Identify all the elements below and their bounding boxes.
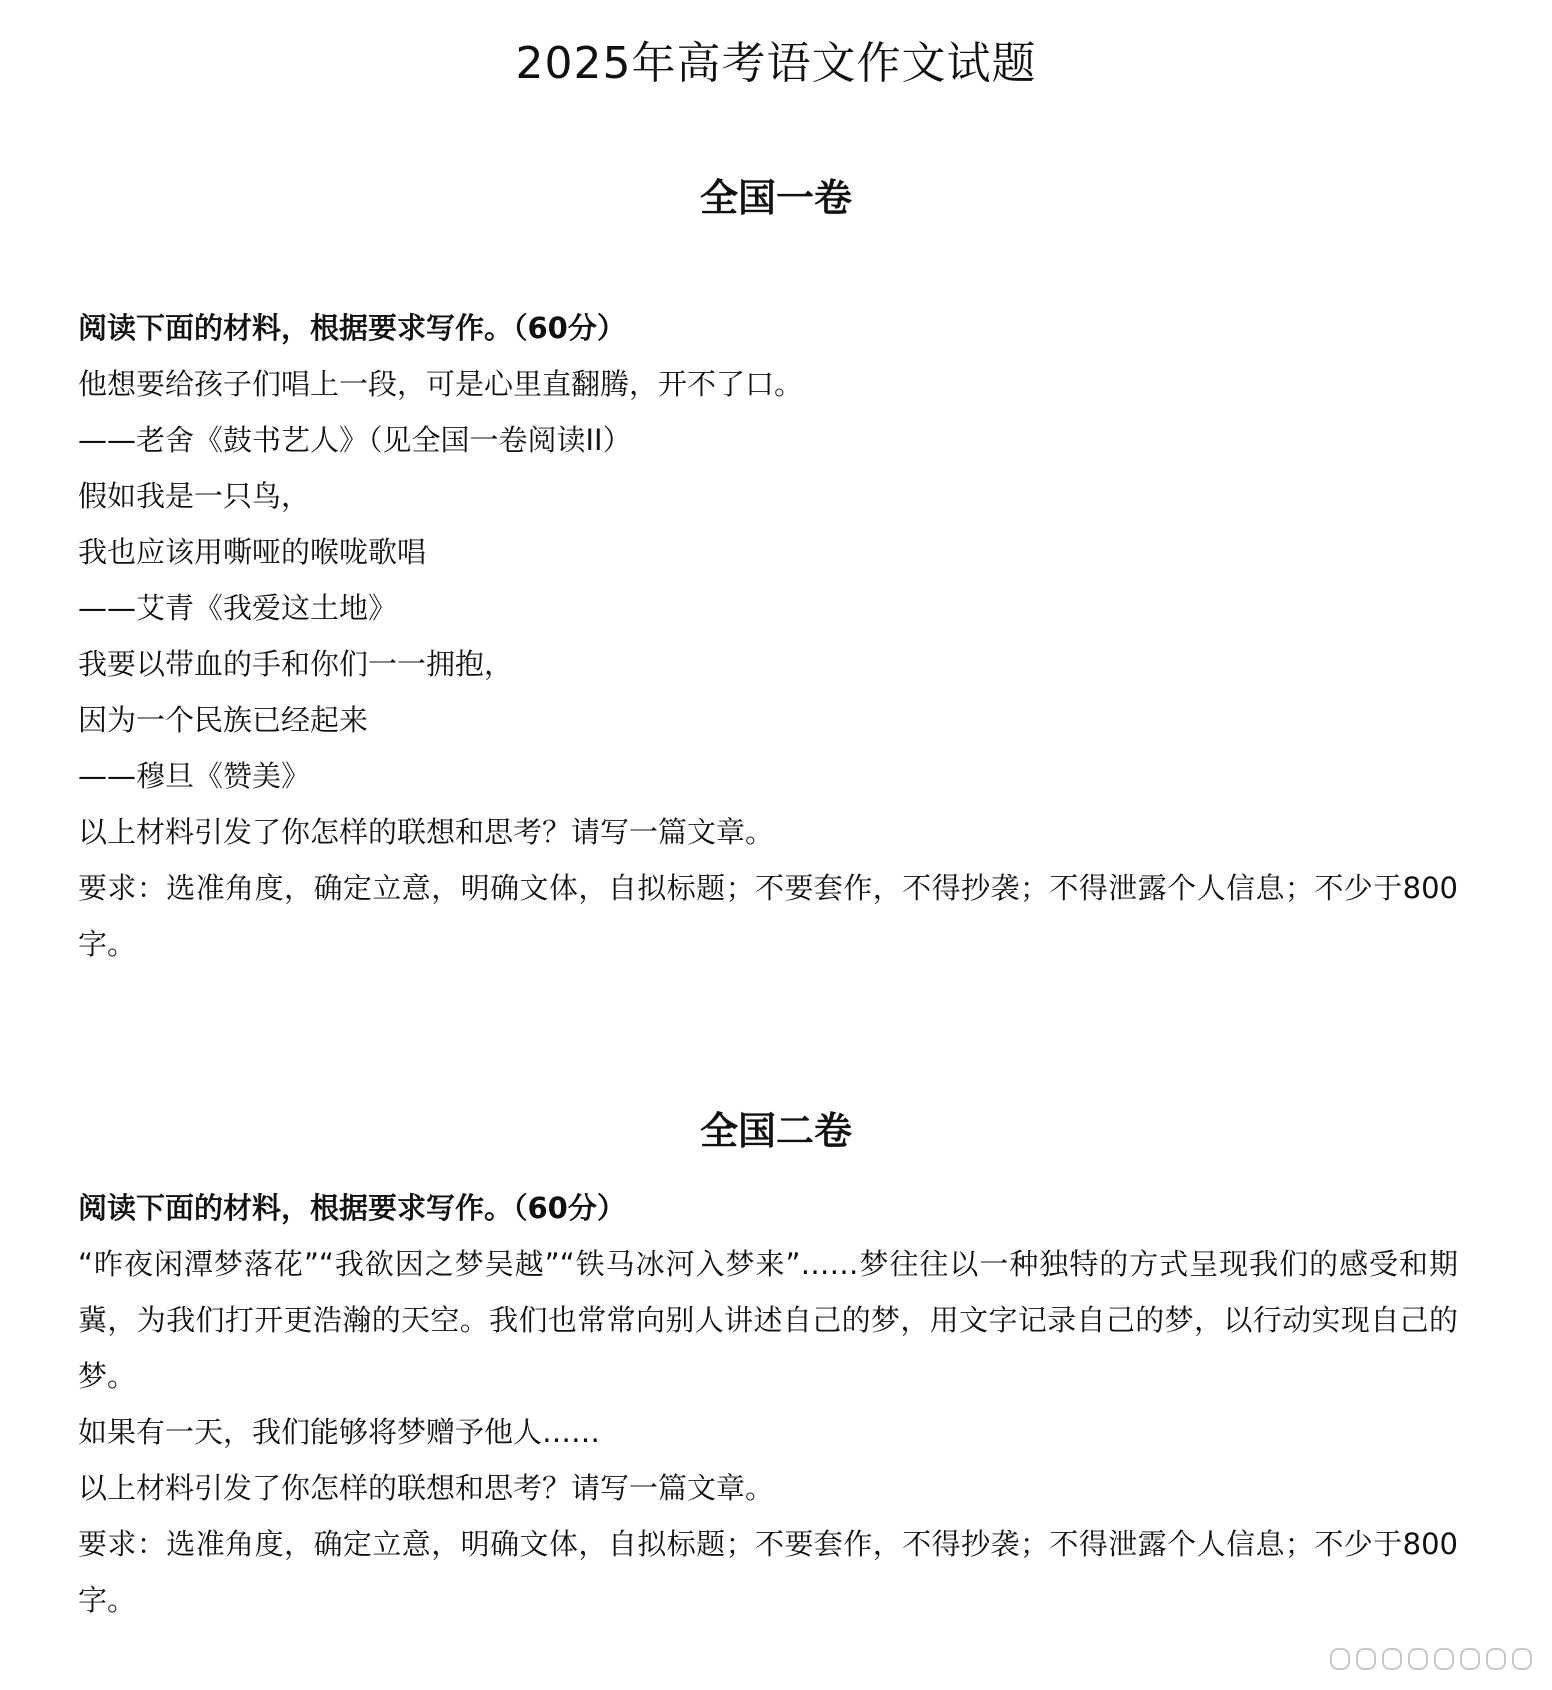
material-paragraph: “昨夜闲潭梦落花”“我欲因之梦吴越”“铁马冰河入梦来”……梦往往以一种独特的方式呈现我们的感受和期冀，为我们打开更浩瀚的天空。我们也常常向别人讲述自己的梦，用文字记录自己的梦，以行动实现自己的梦。	[78, 1247, 1458, 1393]
pill-shapes-watermark-icon	[1330, 1648, 1532, 1670]
material-line: 因为一个民族已经起来	[78, 703, 369, 737]
section-national-2	[78, 1180, 1458, 1628]
section-heading-national-1: 全国一卷	[699, 176, 852, 220]
prompt-line: 以上材料引发了你怎样的联想和思考？请写一篇文章。	[78, 815, 775, 849]
section-instruction: 阅读下面的材料，根据要求写作。（60分）	[78, 1191, 626, 1225]
material-line: 我要以带血的手和你们一一拥抱，	[78, 647, 514, 681]
prompt-line: 以上材料引发了你怎样的联想和思考？请写一篇文章。	[78, 1471, 775, 1505]
material-line: 他想要给孩子们唱上一段，可是心里直翻腾，开不了口。	[78, 367, 804, 401]
material-line: ——艾青《我爱这土地》	[78, 591, 398, 625]
section-heading-national-2: 全国二卷	[699, 1109, 852, 1153]
requirement-text: 要求：选准角度，确定立意，明确文体，自拟标题；不要套作，不得抄袭；不得泄露个人信息；不少于800字。	[78, 1527, 1458, 1617]
material-line: 假如我是一只鸟，	[78, 479, 311, 513]
requirement-text: 要求：选准角度，确定立意，明确文体，自拟标题；不要套作，不得抄袭；不得泄露个人信息；不少于800字。	[78, 871, 1458, 961]
material-line: 如果有一天，我们能够将梦赠予他人……	[78, 1415, 601, 1449]
section-national-1	[78, 300, 1458, 972]
material-line: ——老舍《鼓书艺人》（见全国一卷阅读II）	[78, 423, 632, 457]
material-line: ——穆旦《赞美》	[78, 759, 311, 793]
page-title: 2025年高考语文作文试题	[515, 38, 1037, 89]
section-instruction: 阅读下面的材料，根据要求写作。（60分）	[78, 311, 626, 345]
material-line: 我也应该用嘶哑的喉咙歌唱	[78, 535, 427, 569]
